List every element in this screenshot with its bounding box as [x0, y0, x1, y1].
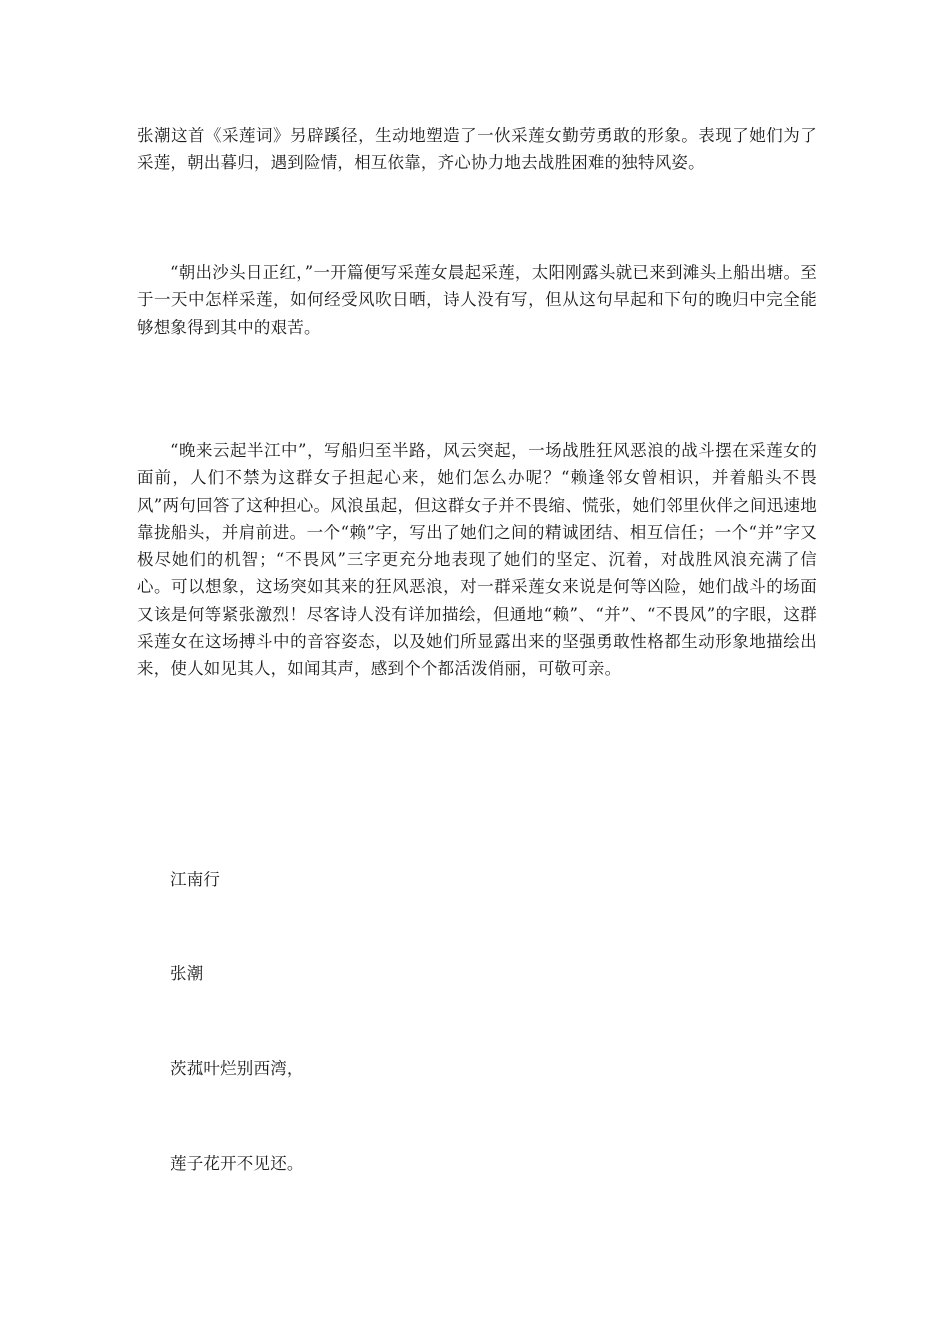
paragraph-intro: 张潮这首《采莲词》另辟蹊径，生动地塑造了一伙采莲女勤劳勇敢的形象。表现了她们为了采莲，朝出暮归，遇到险情，相互依靠，齐心协力地去战胜困难的独特风姿。: [137, 126, 817, 173]
poem-title: 江南行: [170, 870, 221, 889]
poem-line-2: 莲子花开不见还。: [170, 1154, 304, 1173]
paragraph-evening: “晚来云起半江中”，写船归至半路，风云突起，一场战胜狂风恶浪的战斗摆在采莲女的面前，人们不禁为这群女子担起心来，她们怎么办呢？“赖逢邻女曾相识，并着船头不畏风”两句回答了这种担心。风浪虽起，但这群女子并不畏缩、慌张，她们邻里伙伴之间迅速地靠拢船头，并肩前进。一个“赖”字，写出了她们之间的精诚团结、相互信任；一个“并”字又极尽她们的机智；“不畏风”三字更充分地表现了她们的坚定、沉着，对战胜风浪充满了信心。可以想象，这场突如其来的狂风恶浪，对一群采莲女来说是何等凶险，她们战斗的场面又该是何等紧张激烈！尽客诗人没有详加描绘，但通地“赖”、“并”、“不畏风”的字眼，这群采莲女在这场搏斗中的音容姿态，以及她们所显露出来的坚强勇敢性格都生动形象地描绘出来，使人如见其人，如闻其声，感到个个都活泼俏丽，可敬可亲。: [137, 441, 817, 679]
poem-line-1: 茨菰叶烂别西湾，: [170, 1059, 304, 1078]
poem-author: 张潮: [170, 964, 204, 983]
paragraph-morning: “朝出沙头日正红，”一开篇便写采莲女晨起采莲，太阳刚露头就已来到滩头上船出塘。至于一天中怎样采莲，如何经受风吹日晒，诗人没有写，但从这句早起和下句的晚归中完全能够想象得到其中的艰苦。: [137, 263, 817, 337]
